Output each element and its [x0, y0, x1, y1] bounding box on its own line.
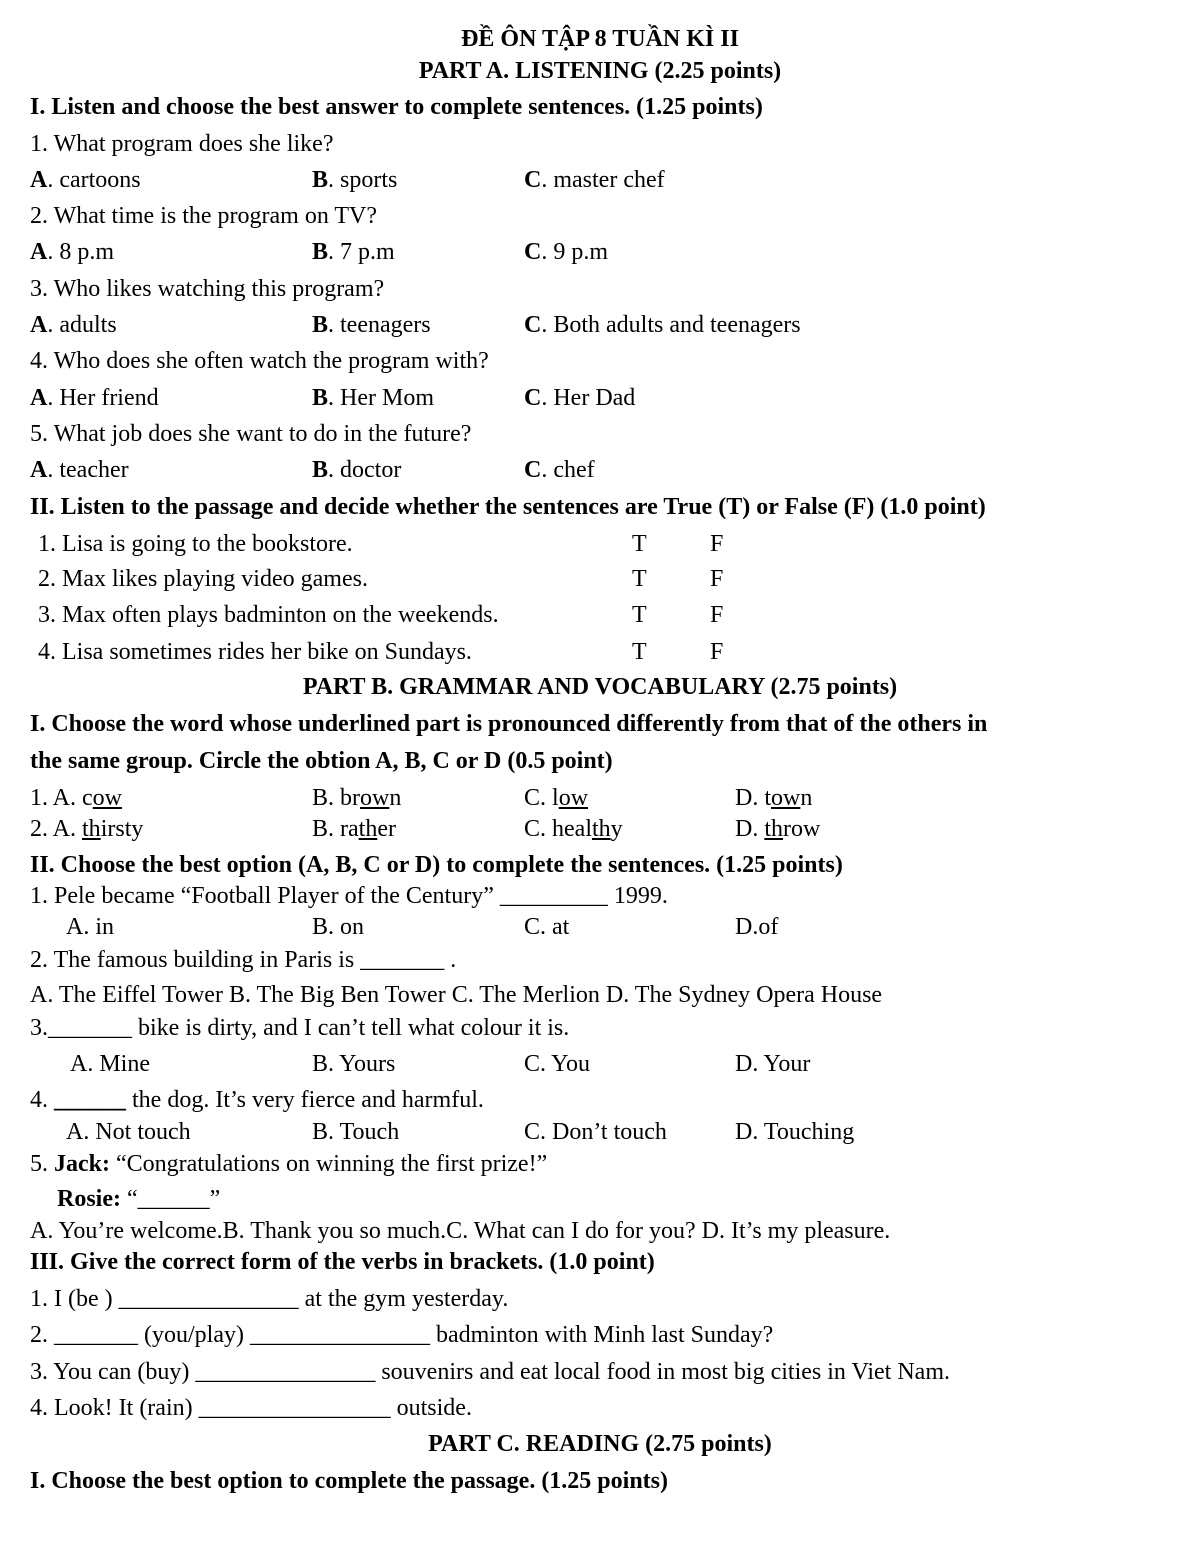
option-a: A. in: [66, 914, 114, 940]
question-text: 3. Who likes watching this program?: [30, 276, 385, 302]
page-title: ĐỀ ÔN TẬP 8 TUẦN KÌ II: [461, 26, 739, 52]
part-b-sec1-heading-line1: I. Choose the word whose underlined part is pronounced differently from that of the others in: [30, 711, 988, 737]
part-c-sec1-heading: I. Choose the best option to complete the passage. (1.25 points): [30, 1468, 668, 1494]
option-d: D.of: [735, 914, 779, 940]
options-line: A. You’re welcome.B. Thank you so much.C. What can I do for you? D. It’s my pleasure.: [30, 1218, 891, 1244]
verb-item-1: 1. I (be ) _______________ at the gym yesterday.: [30, 1286, 509, 1312]
options-line: A. The Eiffel Tower B. The Big Ben Tower C. The Merlion D. The Sydney Opera House: [30, 982, 883, 1008]
part-c-heading: PART C. READING (2.75 points): [428, 1431, 772, 1457]
option-a: A. Mine: [70, 1051, 150, 1077]
word-option: 1. A. cow: [30, 785, 123, 811]
option-b: sports: [340, 167, 398, 193]
option-b: B. Yours: [312, 1051, 396, 1077]
option-b: B. on: [312, 914, 365, 940]
option-a: teacher: [59, 457, 129, 483]
question-text: 5. What job does she want to do in the future?: [30, 421, 472, 447]
word-option: 2. A. thirsty: [30, 816, 144, 842]
dialogue-line-2: Rosie: “______”: [57, 1186, 221, 1212]
tf-true: T: [632, 566, 647, 592]
option-b: Her Mom: [340, 385, 434, 411]
option-c: master chef: [553, 167, 665, 193]
question-text: 4. Who does she often watch the program with?: [30, 348, 489, 374]
option-c: Her Dad: [553, 385, 636, 411]
verb-item-2: 2. _______ (you/play) _______________ badminton with Minh last Sunday?: [30, 1322, 774, 1348]
option-c: C. You: [524, 1051, 591, 1077]
option-c: chef: [553, 457, 595, 483]
question-text: 1. What program does she like?: [30, 131, 334, 157]
tf-false: F: [710, 531, 724, 557]
word-option: B. brown: [312, 785, 402, 811]
tf-statement: 2. Max likes playing video games.: [38, 566, 368, 592]
option-d: D. Touching: [735, 1119, 855, 1145]
tf-true: T: [632, 639, 647, 665]
tf-false: F: [710, 566, 724, 592]
dialogue-line-1: 5. Jack: “Congratulations on winning the first prize!”: [30, 1151, 548, 1177]
question-text: 2. What time is the program on TV?: [30, 203, 378, 229]
part-b-sec2-heading: II. Choose the best option (A, B, C or D) to complete the sentences. (1.25 points): [30, 852, 843, 878]
part-b-sec3-heading: III. Give the correct form of the verbs in brackets. (1.0 point): [30, 1249, 655, 1275]
option-a: cartoons: [59, 167, 141, 193]
word-option: C. healthy: [524, 816, 623, 842]
tf-false: F: [710, 602, 724, 628]
part-b-heading: PART B. GRAMMAR AND VOCABULARY (2.75 points): [302, 674, 898, 700]
part-a-sec2-heading: II. Listen to the passage and decide whether the sentences are True (T) or False (F) (1.0 point): [30, 494, 986, 520]
option-b: teenagers: [340, 312, 431, 338]
option-c: C. Don’t touch: [524, 1119, 667, 1145]
option-a: adults: [59, 312, 117, 338]
question-text: 4. ______ the dog. It’s very fierce and harmful.: [30, 1087, 484, 1113]
tf-statement: 3. Max often plays badminton on the weekends.: [38, 602, 499, 628]
question-text: 2. The famous building in Paris is _______ .: [30, 947, 457, 973]
option-a: Her friend: [59, 385, 159, 411]
word-option: D. throw: [735, 816, 821, 842]
word-option: B. rather: [312, 816, 396, 842]
verb-item-3: 3. You can (buy) _______________ souvenirs and eat local food in most big cities in Viet Nam.: [30, 1359, 951, 1385]
option-c: C. at: [524, 914, 570, 940]
word-option: D. town: [735, 785, 813, 811]
tf-statement: 1. Lisa is going to the bookstore.: [38, 531, 353, 557]
part-a-heading: PART A. LISTENING (2.25 points): [418, 58, 782, 84]
part-b-sec1-heading-line2: the same group. Circle the obtion A, B, C or D (0.5 point): [30, 748, 613, 774]
tf-statement: 4. Lisa sometimes rides her bike on Sundays.: [38, 639, 472, 665]
option-c: Both adults and teenagers: [553, 312, 801, 338]
part-a-sec1-heading: I. Listen and choose the best answer to complete sentences. (1.25 points): [30, 94, 763, 120]
tf-true: T: [632, 531, 647, 557]
option-a: A. Not touch: [66, 1119, 191, 1145]
tf-false: F: [710, 639, 724, 665]
question-text: 1. Pele became “Football Player of the Century” _________ 1999.: [30, 883, 668, 909]
question-text: 3._______ bike is dirty, and I can’t tell what colour it is.: [30, 1015, 570, 1041]
word-option: C. low: [524, 785, 589, 811]
tf-true: T: [632, 602, 647, 628]
option-b: B. Touch: [312, 1119, 400, 1145]
option-c: 9 p.m: [553, 239, 609, 265]
option-b: doctor: [340, 457, 402, 483]
verb-item-4: 4. Look! It (rain) ________________ outside.: [30, 1395, 472, 1421]
option-a: 8 p.m: [59, 239, 115, 265]
option-b: 7 p.m: [340, 239, 395, 265]
option-d: D. Your: [735, 1051, 811, 1077]
